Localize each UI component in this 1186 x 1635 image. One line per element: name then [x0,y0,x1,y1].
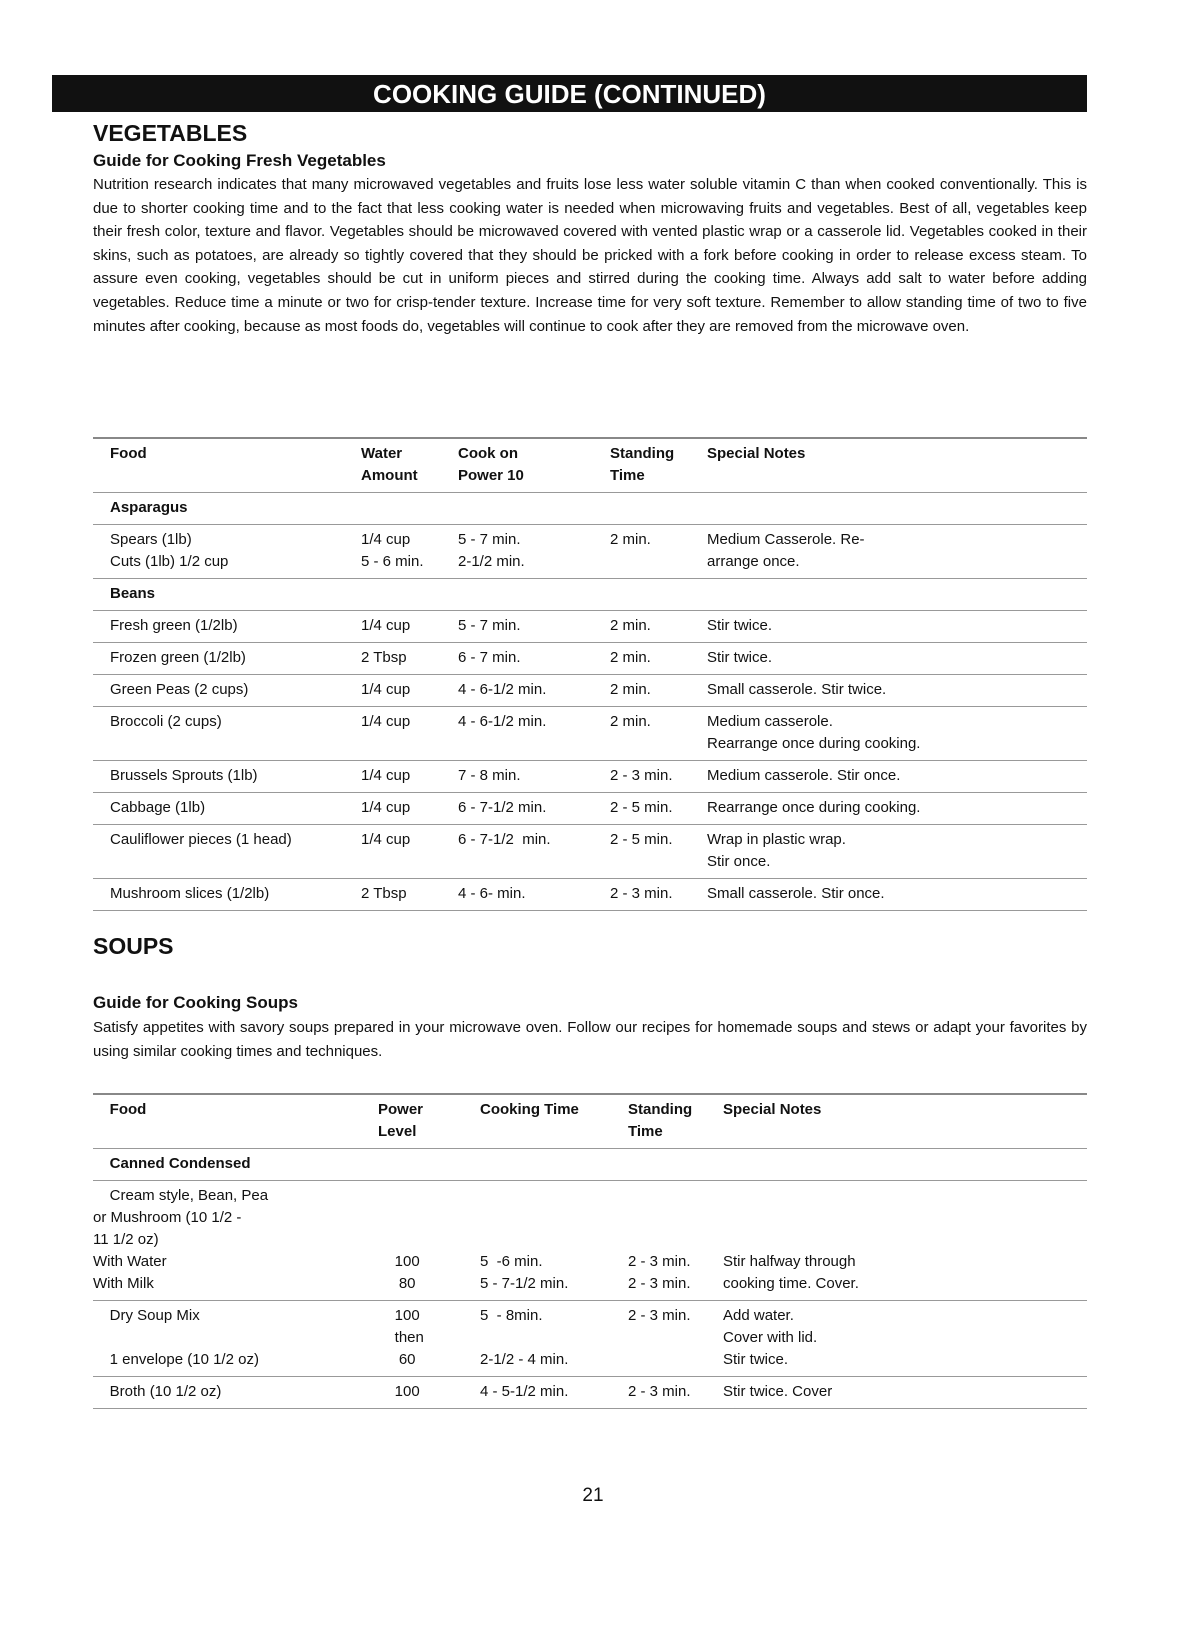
table-cell: Small casserole. Stir once. [707,879,1087,911]
vegetables-heading: VEGETABLES [93,120,248,146]
vegetables-table [93,437,1087,911]
table-cell: 5 - 8min. 2-1/2 - 4 min. [480,1301,628,1377]
table-cell: 5 - 7 min. 2-1/2 min. [458,525,610,579]
table-cell: 1/4 cup [361,761,458,793]
table-cell: Medium Casserole. Re- arrange once. [707,525,1087,579]
column-header: Cook on Power 10 [458,438,610,493]
table-cell: 2 min. [610,611,707,643]
column-header: Water Amount [361,438,458,493]
category-label: Canned Condensed [93,1149,1087,1181]
category-label: Beans [93,579,1087,611]
table-cell: 2 - 3 min. 2 - 3 min. [628,1181,723,1301]
table-row [93,707,1087,761]
page-number: 21 [582,1485,604,1506]
table-cell: 100 then 60 [378,1301,480,1377]
table-cell: Dry Soup Mix 1 envelope (10 1/2 oz) [93,1301,378,1377]
table-cell: 4 - 6- min. [458,879,610,911]
table-cell: 2 - 5 min. [610,793,707,825]
column-header: Standing Time [628,1094,723,1149]
table-cell: Stir halfway through cooking time. Cover. [723,1181,1087,1301]
table-cell: 2 - 3 min. [610,761,707,793]
table-cell: Mushroom slices (1/2lb) [93,879,361,911]
table-row [93,761,1087,793]
table-cell: Cream style, Bean, Pea or Mushroom (10 1/2 - 11 1/2 oz) With Water With Milk [93,1181,378,1301]
table-cell: 2 min. [610,707,707,761]
soups-paragraph: Satisfy appetites with savory soups prepared in your microwave oven. Follow our recipes for homemade soups and stews or adapt your favorites by using similar cooking times and techniques. [93,1019,1087,1060]
table-row [93,1377,1087,1409]
table-row [93,793,1087,825]
table-cell: Broth (10 1/2 oz) [93,1377,378,1409]
table-cell: Stir twice. Cover [723,1377,1087,1409]
table-cell: 7 - 8 min. [458,761,610,793]
soups-table [93,1093,1087,1409]
table-cell: 1/4 cup 5 - 6 min. [361,525,458,579]
table-row [93,1181,1087,1301]
table-cell: Fresh green (1/2lb) [93,611,361,643]
table-cell: 5 -6 min. 5 - 7-1/2 min. [480,1181,628,1301]
table-cell: Broccoli (2 cups) [93,707,361,761]
category-row [93,493,1087,525]
table-cell: Cauliflower pieces (1 head) [93,825,361,879]
table-cell: 1/4 cup [361,675,458,707]
column-header: Power Level [378,1094,480,1149]
table-cell: 2 min. [610,525,707,579]
table-cell: 2 Tbsp [361,643,458,675]
column-header: Standing Time [610,438,707,493]
category-label: Asparagus [93,493,1087,525]
table-cell: 100 [378,1377,480,1409]
vegetables-subheading: Guide for Cooking Fresh Vegetables [93,151,386,170]
category-row [93,1149,1087,1181]
table-row [93,675,1087,707]
table-cell: Wrap in plastic wrap. Stir once. [707,825,1087,879]
table-cell: 5 - 7 min. [458,611,610,643]
column-header: Food [93,438,361,493]
table-cell: Brussels Sprouts (1lb) [93,761,361,793]
table-cell: Cabbage (1lb) [93,793,361,825]
table-cell: 2 - 3 min. [628,1301,723,1377]
table-cell: 100 80 [378,1181,480,1301]
column-header: Food [93,1094,378,1149]
table-cell: Small casserole. Stir twice. [707,675,1087,707]
table-cell: 4 - 6-1/2 min. [458,707,610,761]
table-cell: 4 - 6-1/2 min. [458,675,610,707]
column-header: Special Notes [723,1094,1087,1149]
table-cell: Stir twice. [707,611,1087,643]
table-cell: 1/4 cup [361,825,458,879]
table-row [93,1301,1087,1377]
table-row [93,825,1087,879]
table-cell: 1/4 cup [361,707,458,761]
table-row [93,643,1087,675]
table-row [93,879,1087,911]
category-row [93,579,1087,611]
table-cell: 1/4 cup [361,793,458,825]
table-cell: Spears (1lb) Cuts (1lb) 1/2 cup [93,525,361,579]
table-header-row [93,438,1087,493]
table-row [93,525,1087,579]
column-header: Special Notes [707,438,1087,493]
table-cell: Frozen green (1/2lb) [93,643,361,675]
column-header: Cooking Time [480,1094,628,1149]
table-cell: Green Peas (2 cups) [93,675,361,707]
soups-subheading: Guide for Cooking Soups [93,993,298,1012]
table-cell: 2 min. [610,643,707,675]
table-cell: 6 - 7-1/2 min. [458,825,610,879]
table-row [93,611,1087,643]
table-cell: 6 - 7-1/2 min. [458,793,610,825]
soups-heading: SOUPS [93,933,174,959]
vegetables-paragraph: Nutrition research indicates that many microwaved vegetables and fruits lose less water soluble vitamin C than when cooked conventionally. This is due to shorter cooking time and to the fact that less cooking water is needed when microwaving fruits and vegetables. Best of all, vegetables keep their fresh color, texture and flavor. Vegetables should be microwaved covered with vented plastic wrap or a casserole lid. Vegetables cooked in their skins, such as potatoes, are already so tightly covered that they should be pricked with a fork before cooking in order to release excess steam. To assure even cooking, vegetables should be cut in uniform pieces and stirred during the cooking time. Always add salt to water before adding vegetables. Reduce time a minute or two for crisp-tender texture. Increase time for very soft texture. Remember to allow standing time of two to five minutes after cooking, because as most foods do, vegetables will continue to cook after they are removed from the microwave oven. [93,176,1087,335]
table-cell: Stir twice. [707,643,1087,675]
table-cell: Add water. Cover with lid. Stir twice. [723,1301,1087,1377]
table-cell: 4 - 5-1/2 min. [480,1377,628,1409]
table-cell: Medium casserole. Rearrange once during cooking. [707,707,1087,761]
table-cell: 2 - 3 min. [628,1377,723,1409]
table-cell: 6 - 7 min. [458,643,610,675]
table-cell: 2 - 5 min. [610,825,707,879]
table-cell: 2 Tbsp [361,879,458,911]
section-banner: COOKING GUIDE (CONTINUED) [52,75,1087,112]
table-cell: 2 - 3 min. [610,879,707,911]
table-cell: 2 min. [610,675,707,707]
table-header-row [93,1094,1087,1149]
table-cell: Rearrange once during cooking. [707,793,1087,825]
table-cell: Medium casserole. Stir once. [707,761,1087,793]
table-cell: 1/4 cup [361,611,458,643]
